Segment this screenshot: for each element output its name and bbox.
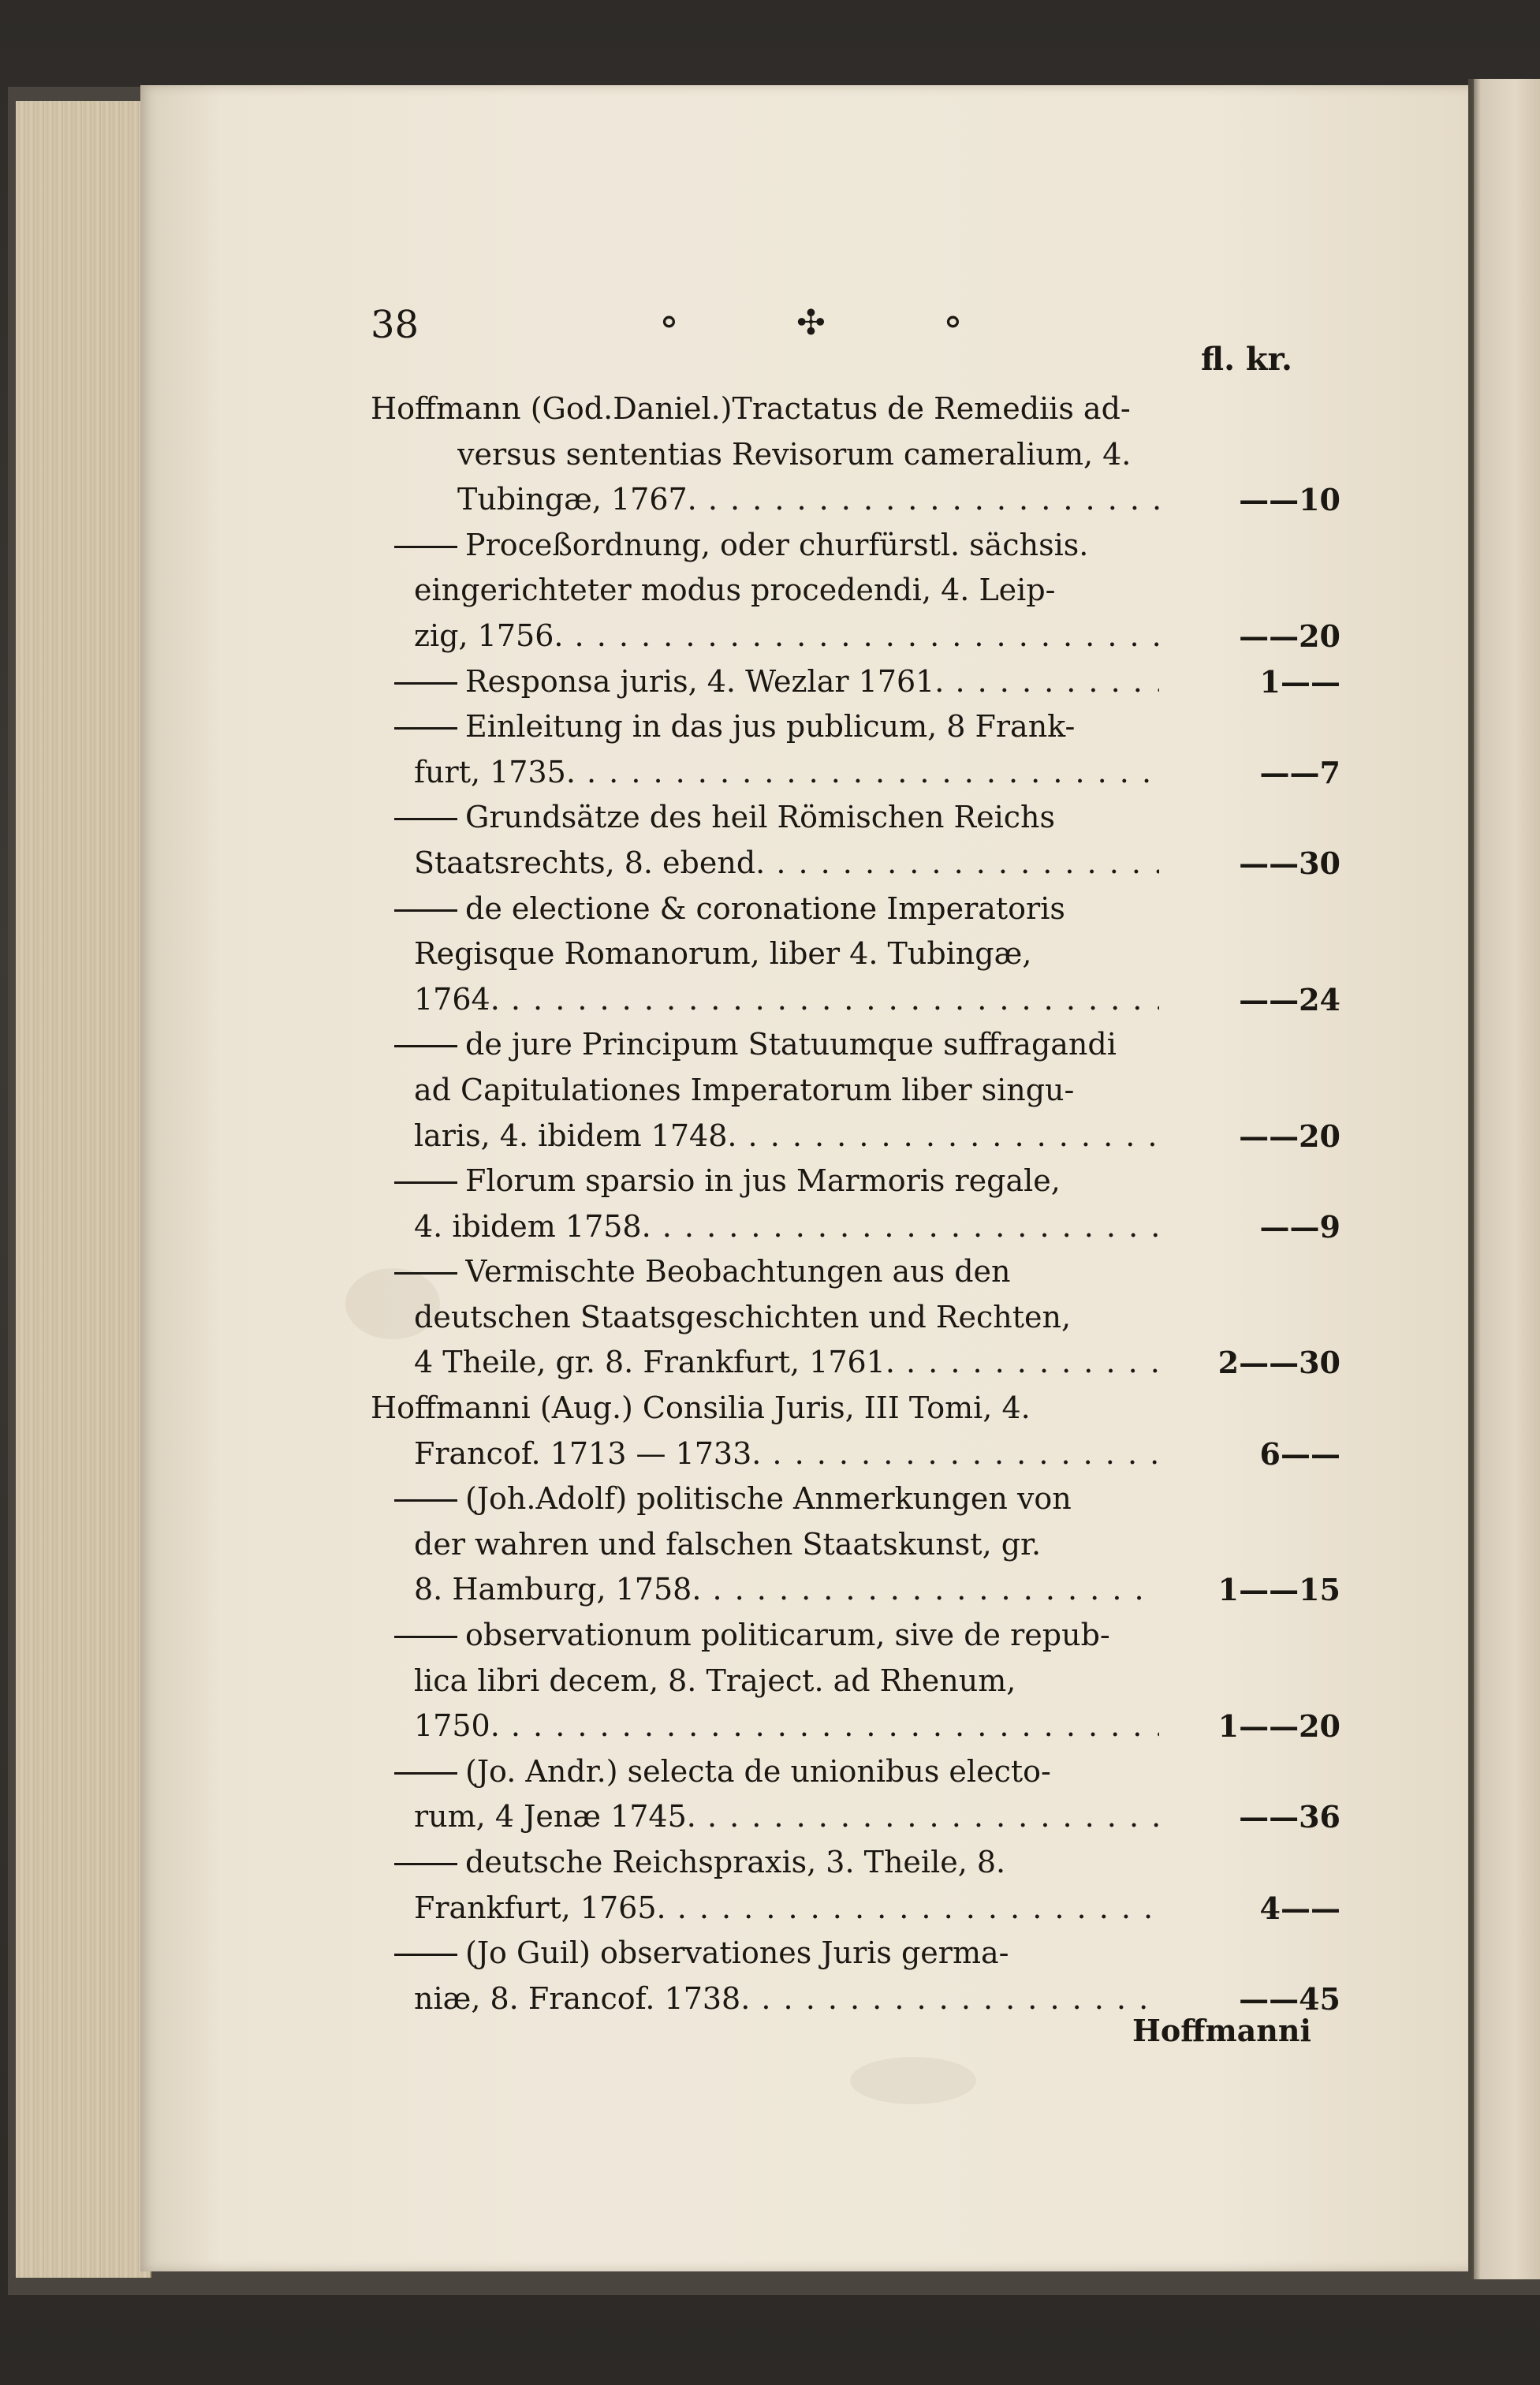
line-text: Staatsrechts, 8. ebend. . . . — [414, 841, 1159, 886]
catalog-line — [371, 477, 1341, 523]
ditto-rule — [394, 909, 457, 912]
catalog-line — [371, 659, 1341, 705]
catalog-line — [371, 1068, 1341, 1114]
line-price: 1——15 — [1217, 1572, 1341, 1608]
line-text: Responsa juris, 4. Wezlar 1761. . . . — [465, 659, 1159, 705]
line-text: (Joh.Adolf) politische Anmerkungen von — [465, 1481, 1072, 1517]
catalog-line — [371, 1159, 1341, 1204]
catalog-line — [371, 1204, 1341, 1250]
catalog-line — [371, 1295, 1341, 1341]
price-column-header: fl. kr. — [1201, 341, 1292, 378]
catalog-line — [371, 1659, 1341, 1704]
line-price: ——45 — [1239, 1980, 1341, 2017]
ditto-rule — [394, 1863, 457, 1865]
catalog-line — [371, 795, 1341, 841]
line-text: Hoffmanni (Aug.) Consilia Juris, III Tomi, 4. — [371, 1390, 1031, 1426]
line-price: ——30 — [1239, 845, 1341, 881]
ditto-rule — [394, 818, 457, 820]
catalog-line — [371, 977, 1341, 1023]
catalog-line — [371, 1931, 1341, 1976]
line-text: deutsche Reichspraxis, 3. Theile, 8. — [465, 1845, 1006, 1879]
line-price: ——20 — [1239, 1118, 1341, 1154]
line-price: 1—— — [1259, 663, 1341, 700]
ditto-rule — [394, 727, 457, 730]
catalog-line — [371, 1340, 1341, 1386]
line-text: de electione & coronatione Imperatoris — [465, 890, 1065, 926]
catalog-line — [371, 568, 1341, 614]
catalog-line — [371, 1794, 1341, 1840]
line-text: deutschen Staatsgeschichten und Rechten, — [414, 1299, 1072, 1334]
line-price: 2——30 — [1217, 1345, 1341, 1381]
catalog-line — [371, 1567, 1341, 1613]
line-text: Regisque Romanorum, liber 4. Tubingæ, — [414, 936, 1032, 972]
line-text: Einleitung in das jus publicum, 8 Frank- — [465, 709, 1076, 745]
page-number: 38 — [371, 303, 419, 347]
line-text: zig, 1756. . . . — [414, 614, 1159, 659]
catchword: Hoffmanni — [1132, 2013, 1311, 2048]
ditto-rule — [394, 1045, 457, 1047]
line-text: der wahren und falschen Staatskunst, gr. — [414, 1526, 1042, 1562]
catalog-line — [371, 1886, 1341, 1932]
catalog-line — [371, 1114, 1341, 1159]
line-price: 6—— — [1259, 1435, 1341, 1472]
line-price: ——10 — [1239, 482, 1341, 518]
catalog-line — [371, 1386, 1341, 1431]
line-price: ——20 — [1239, 618, 1341, 654]
ditto-rule — [394, 1272, 457, 1275]
line-text: (Jo Guil) observationes Juris germa- — [465, 1935, 1009, 1971]
catalog-line — [371, 432, 1341, 478]
catalog-line — [371, 1840, 1341, 1886]
line-text: 8. Hamburg, 1758. . . . — [414, 1567, 1159, 1613]
catalog-line — [371, 1022, 1341, 1068]
facing-page-edge — [1471, 79, 1540, 2279]
line-text: 4 Theile, gr. 8. Frankfurt, 1761. . . . — [414, 1340, 1159, 1386]
catalog-line — [371, 1431, 1341, 1477]
line-text: Frankfurt, 1765. . . . — [414, 1886, 1159, 1932]
line-text: furt, 1735. . . . — [414, 750, 1159, 796]
ditto-rule — [394, 1181, 457, 1184]
catalog-line — [371, 1704, 1341, 1749]
catalog-line — [371, 1249, 1341, 1295]
line-text: 1764. . . . — [414, 977, 1159, 1023]
running-head — [371, 303, 1333, 366]
ornament-center-icon: ✣ — [796, 303, 826, 343]
ditto-rule — [394, 1499, 457, 1502]
line-text: ad Capitulationes Imperatorum liber singu- — [414, 1072, 1075, 1107]
catalog-line — [371, 1613, 1341, 1659]
line-text: Francof. 1713 — 1733. . . . — [414, 1431, 1159, 1477]
catalog-line — [371, 1476, 1341, 1522]
ditto-rule — [394, 1772, 457, 1775]
catalog-line — [371, 886, 1341, 932]
catalog-line — [371, 1522, 1341, 1568]
line-price: ——9 — [1259, 1208, 1341, 1245]
catalog-line — [371, 841, 1341, 886]
line-price: ——24 — [1239, 981, 1341, 1017]
line-text: 1750. . . . — [414, 1704, 1159, 1749]
line-price: 4—— — [1259, 1890, 1341, 1926]
line-text: observationum politicarum, sive de repub- — [465, 1618, 1110, 1653]
catalog-line — [371, 704, 1341, 750]
line-price: ——7 — [1259, 754, 1341, 790]
line-text: Hoffmann (God.Daniel.)Tractatus de Remediis ad- — [371, 391, 1131, 426]
line-text: Proceßordnung, oder churfürstl. sächsis. — [465, 527, 1089, 562]
ditto-rule — [394, 1636, 457, 1638]
line-text: 4. ibidem 1758. . . . — [414, 1204, 1159, 1250]
line-text: de jure Principum Statuumque suffragandi — [465, 1027, 1117, 1062]
catalog-line — [371, 750, 1341, 796]
ditto-rule — [394, 1954, 457, 1956]
page-edges — [16, 101, 151, 2278]
catalog-line — [371, 523, 1341, 569]
paper-stain — [850, 2057, 976, 2104]
ditto-rule — [394, 546, 457, 548]
line-text: rum, 4 Jenæ 1745. . . . — [414, 1794, 1159, 1840]
ornament-right-icon: ⚬ — [938, 303, 968, 343]
ornament-left-icon: ⚬ — [654, 303, 684, 343]
line-price: 1——20 — [1217, 1708, 1341, 1745]
ditto-rule — [394, 682, 457, 685]
line-text: Grundsätze des heil Römischen Reichs — [465, 800, 1056, 835]
catalog-entries — [371, 386, 1341, 2021]
catalog-line — [371, 931, 1341, 977]
line-text: versus sententias Revisorum cameralium, 4. — [457, 436, 1132, 472]
line-text: lica libri decem, 8. Traject. ad Rhenum, — [414, 1663, 1016, 1698]
catalog-line — [371, 1749, 1341, 1795]
line-text: laris, 4. ibidem 1748. . . . — [414, 1114, 1159, 1159]
line-text: niæ, 8. Francof. 1738. . . . — [414, 1976, 1159, 2022]
catalog-line — [371, 614, 1341, 659]
line-text: (Jo. Andr.) selecta de unionibus electo- — [465, 1753, 1051, 1789]
line-price: ——36 — [1239, 1799, 1341, 1835]
line-text: Florum sparsio in jus Marmoris regale, — [465, 1163, 1061, 1199]
line-text: Vermischte Beobachtungen aus den — [465, 1254, 1011, 1290]
line-text: Tubingæ, 1767. . . . — [457, 477, 1159, 523]
catalog-line — [371, 386, 1341, 432]
line-text: eingerichteter modus procedendi, 4. Leip- — [414, 573, 1056, 608]
